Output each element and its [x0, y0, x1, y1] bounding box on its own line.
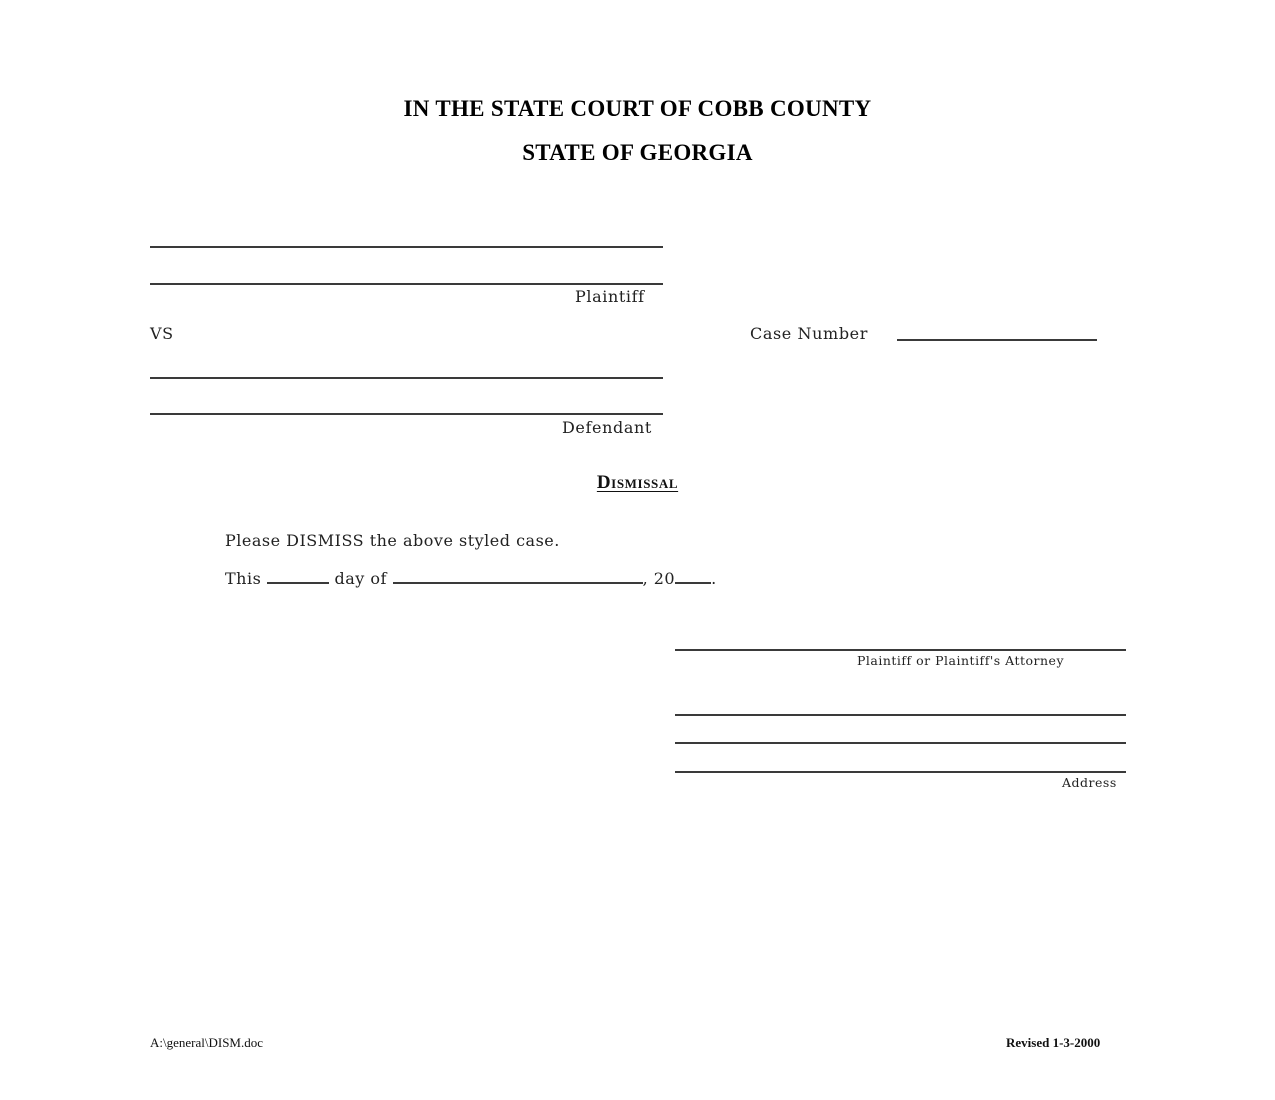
year-field[interactable]	[675, 568, 711, 584]
case-number-field[interactable]	[897, 339, 1097, 341]
plaintiff-line-2[interactable]	[150, 283, 663, 285]
case-number-label: Case Number	[750, 324, 868, 343]
address-line-3[interactable]	[675, 771, 1126, 773]
defendant-line-1[interactable]	[150, 377, 663, 379]
date-prefix: This	[225, 569, 262, 588]
plaintiff-label: Plaintiff	[575, 287, 645, 306]
footer-revision: Revised 1-3-2000	[1006, 1035, 1101, 1050]
address-line-2[interactable]	[675, 742, 1126, 744]
signer-label: Plaintiff or Plaintiff's Attorney	[857, 653, 1065, 668]
defendant-line-2[interactable]	[150, 413, 663, 415]
dismissal-heading-container	[0, 472, 1275, 494]
address-label: Address	[1062, 775, 1117, 790]
signature-line[interactable]	[675, 649, 1126, 651]
day-field[interactable]	[267, 568, 329, 584]
court-title: IN THE STATE COURT OF COBB COUNTY	[403, 96, 872, 121]
plaintiff-line-1[interactable]	[150, 246, 663, 248]
date-mid: day of	[334, 569, 387, 588]
dismissal-heading: Dismissal	[596, 472, 679, 493]
defendant-label: Defendant	[562, 418, 652, 437]
address-line-1[interactable]	[675, 714, 1126, 716]
state-title: STATE OF GEORGIA	[522, 140, 753, 165]
dismiss-statement: Please DISMISS the above styled case.	[225, 531, 560, 550]
footer-file-path: A:\general\DISM.doc	[150, 1035, 264, 1050]
date-line	[225, 568, 717, 588]
vs-label: VS	[150, 324, 174, 343]
date-suffix: .	[711, 569, 717, 588]
year-prefix: , 20	[642, 569, 676, 588]
month-field[interactable]	[393, 568, 643, 584]
